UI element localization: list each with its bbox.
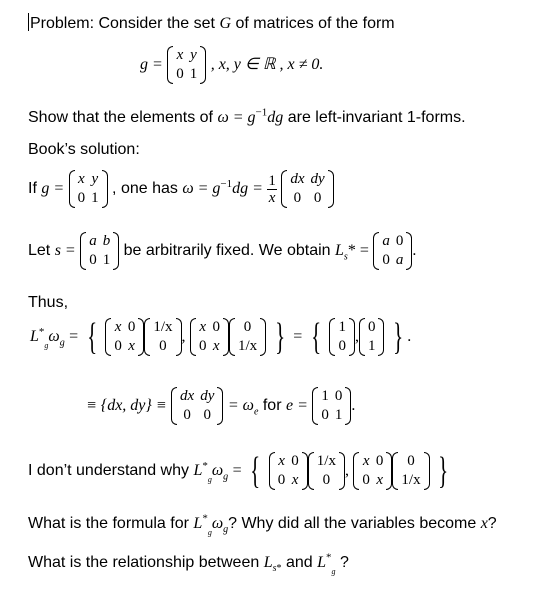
pullback-m2: x 0 0 x [190, 318, 229, 356]
identity-matrix: 1 0 0 1 [312, 387, 351, 425]
show-line: Show that the elements of $\omega = g^{-1}dg$ are left-invariant 1-forms. [28, 106, 466, 126]
if-omega-matrix: dx dy 0 0 [281, 170, 333, 208]
g-condition: , x, y ∈ ℝ , x ≠ 0. [210, 56, 324, 74]
pullback-m1: x 0 0 x [105, 318, 144, 356]
g-matrix: x y 0 1 [167, 46, 206, 84]
book-solution-heading: Book’s solution: [28, 141, 140, 158]
g-lhs: g = [140, 56, 163, 74]
set-symbol: G [219, 15, 231, 32]
g-definition [140, 46, 323, 84]
pullback-v2: 0 1/x [229, 318, 266, 356]
s-matrix: a b 0 1 [80, 232, 119, 270]
equiv-line: ≡ {dx, dy} ≡ dx dy 0 0 = $\omega_e$ for e = 1 0 0 1 . [86, 388, 356, 423]
thus-label: Thus, [28, 294, 69, 311]
left-brace: { [86, 316, 97, 358]
fraction-1-over-x: $\frac{1}{x}$ [268, 172, 276, 206]
if-g-matrix: x y 0 1 [69, 170, 108, 208]
problem-line [28, 13, 395, 34]
right-brace: } [274, 316, 285, 358]
pullback-line: $L^*_g\omega_g$ = { x 0 0 x 1/x 0 , x 0 0 x 0 1/x } = { 1 0 , 0 1 } . [30, 316, 412, 358]
dont-understand-line: I don’t understand why $L^*_g\omega_g$ = { x 0 0 x 1/x 0 , x 0 0 x 0 1/x } [28, 450, 449, 492]
result-r2: 0 1 [359, 318, 385, 356]
let-line: Let s = a b 0 1 be arbitrarily fixed. We obtain $L_s*$ = a 0 0 a . [28, 233, 417, 268]
if-line: If g = x y 0 1 , one has $\omega = g^{-1}dg$ = $\frac{1}{x}$ dx dy 0 0 [28, 170, 334, 208]
problem-label: Problem: Consider the set [30, 15, 215, 32]
equiv-matrix: dx dy 0 0 [171, 387, 223, 425]
question-1: What is the formula for $L^*_g\omega_g$? Why did all the variables become x? [28, 512, 497, 537]
L-s-result-matrix: a 0 0 a [373, 232, 412, 270]
text-cursor [28, 13, 29, 31]
result-r1: 1 0 [329, 318, 355, 356]
pullback-v1: 1/x 0 [144, 318, 181, 356]
problem-tail: of matrices of the form [235, 15, 395, 32]
question-2: What is the relationship between $L_{s*}$ and $L^*_g$ ? [28, 551, 349, 576]
show-tail: are left-invariant 1-forms. [287, 109, 466, 126]
show-text: Show that the elements of [28, 109, 213, 126]
